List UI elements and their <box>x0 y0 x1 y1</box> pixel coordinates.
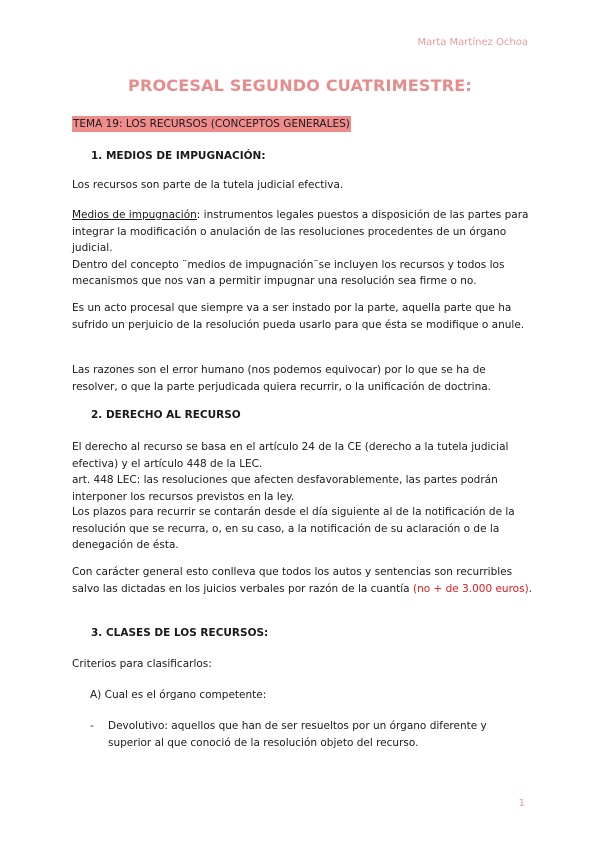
topic-heading: TEMA 19: LOS RECURSOS (CONCEPTOS GENERALES) <box>73 118 350 130</box>
paragraph: Los plazos para recurrir se contarán desde el día siguiente al de la notificación de la resolución que se recurra, o, en su caso, a la notificación de su aclaración o de la denegación de ésta. <box>72 506 515 551</box>
paragraph: Los recursos son parte de la tutela judicial efectiva. <box>72 179 344 191</box>
bullet-dash: - <box>90 720 94 732</box>
paragraph-end: . <box>528 582 533 595</box>
amount-note: (no + de 3.000 euros) <box>412 582 529 595</box>
paragraph <box>72 207 532 290</box>
paragraph: art. 448 LEC: las resoluciones que afecten desfavorablemente, las partes podrán interponer los recursos previstos en la ley. <box>72 474 498 503</box>
paragraph-extra: Dentro del concepto ¨medios de impugnación¨se incluyen los recursos y todos los mecanismos que nos van a permitir impugnar una resolución sea firme o no. <box>72 258 505 287</box>
page-title: PROCESAL SEGUNDO CUATRIMESTRE: <box>128 76 472 95</box>
bullet-text: Devolutivo: aquellos que han de ser resueltos por un órgano diferente y superior al que conoció de la resolución objeto del recurso. <box>108 720 487 749</box>
list-item-a: A) Cual es el órgano competente: <box>90 689 267 701</box>
term: Medios de impugnación <box>72 209 197 221</box>
author-name: Marta Martínez Ochoa <box>417 37 528 48</box>
definition: : instrumentos legales puestos a disposición de las partes para integrar la modificación o anulación de las resoluciones procedentes de un órgano judicial. <box>72 209 529 254</box>
paragraph: El derecho al recurso se basa en el artículo 24 de la CE (derecho a la tutela judicial efectiva) y el artículo 448 de la LEC. <box>72 441 509 470</box>
section-3-heading: 3. CLASES DE LOS RECURSOS: <box>91 627 269 639</box>
paragraph: Criterios para clasificarlos: <box>72 658 212 670</box>
paragraph: Es un acto procesal que siempre va a ser instado por la parte, aquella parte que ha sufrido un perjuicio de la resolución pueda usarlo para que ésta se modifique o anule. <box>72 302 525 331</box>
paragraph-main: Con carácter general esto conlleva que todos los autos y sentencias son recurribles salvo las dictadas en los juicios verbales por razón de la cuantía <box>72 566 513 595</box>
page-number: 1 <box>518 798 525 809</box>
paragraph: Las razones son el error humano (nos podemos equivocar) por lo que se ha de resolver, o que la parte perjudicada quiera recurrir, o la unificación de doctrina. <box>72 364 491 393</box>
section-1-heading: 1. MEDIOS DE IMPUGNACIÓN: <box>91 150 266 162</box>
section-2-heading: 2. DERECHO AL RECURSO <box>91 409 241 421</box>
paragraph <box>72 564 532 597</box>
